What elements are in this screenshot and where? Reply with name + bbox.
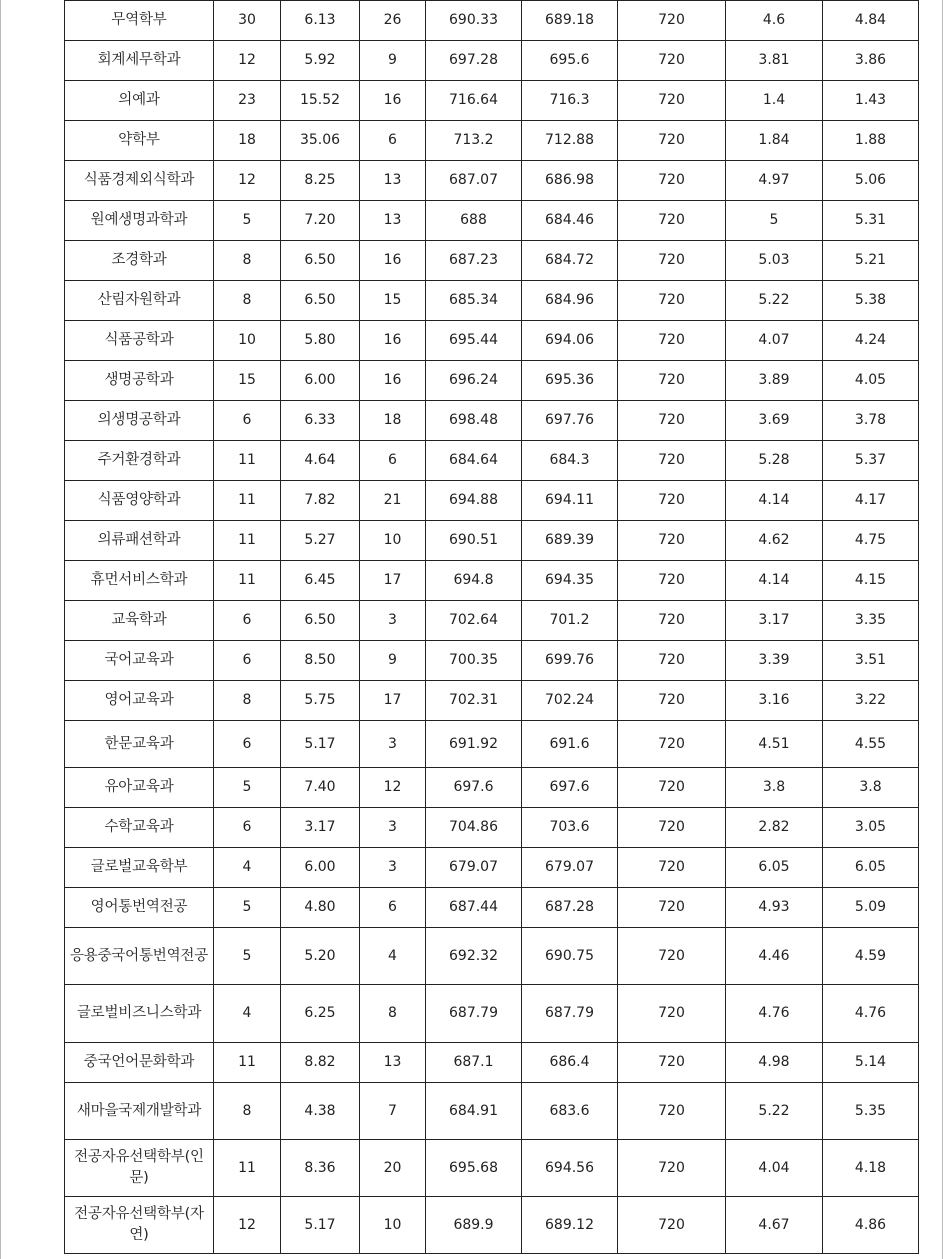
table-body — [65, 1, 919, 1254]
top-score-cell: 697.28 — [426, 41, 522, 81]
quota-cell: 15 — [214, 361, 281, 401]
quota-cell: 11 — [214, 481, 281, 521]
competition-ratio-cell: 3.17 — [281, 808, 360, 848]
avg-score-cell: 684.96 — [522, 281, 618, 321]
table-row — [65, 768, 919, 808]
grade-avg-cell: 4.59 — [823, 928, 919, 985]
grade-top-cell: 5 — [726, 201, 823, 241]
major-name-cell: 국어교육과 — [65, 641, 214, 681]
top-score-cell: 691.92 — [426, 721, 522, 768]
quota-cell: 6 — [214, 808, 281, 848]
major-name-cell: 중국언어문화학과 — [65, 1043, 214, 1083]
major-name-cell: 휴먼서비스학과 — [65, 561, 214, 601]
max-score-cell: 720 — [618, 281, 726, 321]
grade-top-cell: 3.89 — [726, 361, 823, 401]
grade-avg-cell: 3.05 — [823, 808, 919, 848]
additional-pass-cell: 13 — [360, 1043, 426, 1083]
grade-top-cell: 5.22 — [726, 1083, 823, 1140]
table-row — [65, 41, 919, 81]
additional-pass-cell: 13 — [360, 201, 426, 241]
major-name-cell: 원예생명과학과 — [65, 201, 214, 241]
table-row — [65, 81, 919, 121]
avg-score-cell: 684.3 — [522, 441, 618, 481]
additional-pass-cell: 3 — [360, 808, 426, 848]
additional-pass-cell: 21 — [360, 481, 426, 521]
avg-score-cell: 686.4 — [522, 1043, 618, 1083]
grade-top-cell: 4.14 — [726, 561, 823, 601]
top-score-cell: 684.91 — [426, 1083, 522, 1140]
top-score-cell: 679.07 — [426, 848, 522, 888]
quota-cell: 6 — [214, 641, 281, 681]
quota-cell: 11 — [214, 561, 281, 601]
grade-avg-cell: 4.17 — [823, 481, 919, 521]
major-name-cell: 전공자유선택학부(인문) — [65, 1140, 214, 1197]
quota-cell: 10 — [214, 321, 281, 361]
grade-top-cell: 4.98 — [726, 1043, 823, 1083]
additional-pass-cell: 12 — [360, 768, 426, 808]
table-row — [65, 361, 919, 401]
additional-pass-cell: 6 — [360, 441, 426, 481]
avg-score-cell: 702.24 — [522, 681, 618, 721]
grade-avg-cell: 4.84 — [823, 1, 919, 41]
avg-score-cell: 694.11 — [522, 481, 618, 521]
major-name-cell: 회계세무학과 — [65, 41, 214, 81]
competition-ratio-cell: 4.38 — [281, 1083, 360, 1140]
additional-pass-cell: 9 — [360, 41, 426, 81]
quota-cell: 4 — [214, 985, 281, 1043]
avg-score-cell: 697.76 — [522, 401, 618, 441]
grade-avg-cell: 4.76 — [823, 985, 919, 1043]
top-score-cell: 684.64 — [426, 441, 522, 481]
grade-avg-cell: 5.14 — [823, 1043, 919, 1083]
grade-top-cell: 5.22 — [726, 281, 823, 321]
table-row — [65, 401, 919, 441]
additional-pass-cell: 17 — [360, 681, 426, 721]
competition-ratio-cell: 5.20 — [281, 928, 360, 985]
major-name-cell: 영어교육과 — [65, 681, 214, 721]
max-score-cell: 720 — [618, 928, 726, 985]
top-score-cell: 687.79 — [426, 985, 522, 1043]
max-score-cell: 720 — [618, 41, 726, 81]
top-score-cell: 700.35 — [426, 641, 522, 681]
competition-ratio-cell: 7.82 — [281, 481, 360, 521]
table-row — [65, 641, 919, 681]
competition-ratio-cell: 7.20 — [281, 201, 360, 241]
table-row — [65, 985, 919, 1043]
max-score-cell: 720 — [618, 1, 726, 41]
top-score-cell: 690.51 — [426, 521, 522, 561]
major-name-cell: 글로벌교육학부 — [65, 848, 214, 888]
top-score-cell: 696.24 — [426, 361, 522, 401]
table-row — [65, 441, 919, 481]
additional-pass-cell: 16 — [360, 361, 426, 401]
quota-cell: 12 — [214, 161, 281, 201]
max-score-cell: 720 — [618, 161, 726, 201]
quota-cell: 23 — [214, 81, 281, 121]
top-score-cell: 702.31 — [426, 681, 522, 721]
grade-top-cell: 4.07 — [726, 321, 823, 361]
avg-score-cell: 683.6 — [522, 1083, 618, 1140]
max-score-cell: 720 — [618, 681, 726, 721]
avg-score-cell: 684.46 — [522, 201, 618, 241]
max-score-cell: 720 — [618, 121, 726, 161]
additional-pass-cell: 8 — [360, 985, 426, 1043]
quota-cell: 12 — [214, 1197, 281, 1254]
competition-ratio-cell: 6.00 — [281, 361, 360, 401]
max-score-cell: 720 — [618, 1140, 726, 1197]
grade-avg-cell: 5.21 — [823, 241, 919, 281]
grade-avg-cell: 3.22 — [823, 681, 919, 721]
major-name-cell: 전공자유선택학부(자연) — [65, 1197, 214, 1254]
grade-avg-cell: 4.24 — [823, 321, 919, 361]
quota-cell: 5 — [214, 201, 281, 241]
grade-top-cell: 6.05 — [726, 848, 823, 888]
quota-cell: 12 — [214, 41, 281, 81]
max-score-cell: 720 — [618, 721, 726, 768]
table-row — [65, 201, 919, 241]
grade-top-cell: 3.39 — [726, 641, 823, 681]
competition-ratio-cell: 6.50 — [281, 241, 360, 281]
quota-cell: 8 — [214, 241, 281, 281]
max-score-cell: 720 — [618, 808, 726, 848]
major-name-cell: 생명공학과 — [65, 361, 214, 401]
competition-ratio-cell: 6.50 — [281, 281, 360, 321]
top-score-cell: 698.48 — [426, 401, 522, 441]
avg-score-cell: 679.07 — [522, 848, 618, 888]
competition-ratio-cell: 8.82 — [281, 1043, 360, 1083]
additional-pass-cell: 10 — [360, 1197, 426, 1254]
top-score-cell: 685.34 — [426, 281, 522, 321]
avg-score-cell: 687.79 — [522, 985, 618, 1043]
avg-score-cell: 697.6 — [522, 768, 618, 808]
table-row — [65, 681, 919, 721]
competition-ratio-cell: 7.40 — [281, 768, 360, 808]
avg-score-cell: 687.28 — [522, 888, 618, 928]
grade-avg-cell: 4.05 — [823, 361, 919, 401]
top-score-cell: 695.68 — [426, 1140, 522, 1197]
major-name-cell: 글로벌비즈니스학과 — [65, 985, 214, 1043]
major-name-cell: 새마을국제개발학과 — [65, 1083, 214, 1140]
grade-top-cell: 4.51 — [726, 721, 823, 768]
max-score-cell: 720 — [618, 641, 726, 681]
competition-ratio-cell: 5.75 — [281, 681, 360, 721]
additional-pass-cell: 15 — [360, 281, 426, 321]
grade-top-cell: 5.03 — [726, 241, 823, 281]
quota-cell: 5 — [214, 888, 281, 928]
grade-avg-cell: 3.51 — [823, 641, 919, 681]
max-score-cell: 720 — [618, 768, 726, 808]
major-name-cell: 의예과 — [65, 81, 214, 121]
max-score-cell: 720 — [618, 888, 726, 928]
major-name-cell: 조경학과 — [65, 241, 214, 281]
max-score-cell: 720 — [618, 401, 726, 441]
major-name-cell: 주거환경학과 — [65, 441, 214, 481]
quota-cell: 5 — [214, 768, 281, 808]
avg-score-cell: 689.12 — [522, 1197, 618, 1254]
top-score-cell: 687.1 — [426, 1043, 522, 1083]
avg-score-cell: 684.72 — [522, 241, 618, 281]
competition-ratio-cell: 5.17 — [281, 1197, 360, 1254]
competition-ratio-cell: 6.25 — [281, 985, 360, 1043]
additional-pass-cell: 18 — [360, 401, 426, 441]
avg-score-cell: 694.06 — [522, 321, 618, 361]
grade-avg-cell: 5.09 — [823, 888, 919, 928]
grade-avg-cell: 1.43 — [823, 81, 919, 121]
competition-ratio-cell: 8.50 — [281, 641, 360, 681]
major-name-cell: 약학부 — [65, 121, 214, 161]
top-score-cell: 716.64 — [426, 81, 522, 121]
top-score-cell: 713.2 — [426, 121, 522, 161]
top-score-cell: 704.86 — [426, 808, 522, 848]
grade-top-cell: 3.16 — [726, 681, 823, 721]
top-score-cell: 692.32 — [426, 928, 522, 985]
avg-score-cell: 689.18 — [522, 1, 618, 41]
max-score-cell: 720 — [618, 985, 726, 1043]
page-left-border — [0, 0, 1, 1259]
table-row — [65, 321, 919, 361]
table-row — [65, 1140, 919, 1197]
competition-ratio-cell: 5.27 — [281, 521, 360, 561]
grade-avg-cell: 6.05 — [823, 848, 919, 888]
quota-cell: 30 — [214, 1, 281, 41]
table-row — [65, 601, 919, 641]
grade-avg-cell: 3.86 — [823, 41, 919, 81]
max-score-cell: 720 — [618, 201, 726, 241]
major-name-cell: 식품공학과 — [65, 321, 214, 361]
avg-score-cell: 686.98 — [522, 161, 618, 201]
additional-pass-cell: 16 — [360, 321, 426, 361]
max-score-cell: 720 — [618, 441, 726, 481]
quota-cell: 6 — [214, 401, 281, 441]
max-score-cell: 720 — [618, 241, 726, 281]
avg-score-cell: 694.35 — [522, 561, 618, 601]
top-score-cell: 695.44 — [426, 321, 522, 361]
table-row — [65, 1043, 919, 1083]
grade-top-cell: 3.81 — [726, 41, 823, 81]
top-score-cell: 697.6 — [426, 768, 522, 808]
max-score-cell: 720 — [618, 561, 726, 601]
major-name-cell: 교육학과 — [65, 601, 214, 641]
competition-ratio-cell: 6.00 — [281, 848, 360, 888]
quota-cell: 6 — [214, 601, 281, 641]
max-score-cell: 720 — [618, 601, 726, 641]
top-score-cell: 687.23 — [426, 241, 522, 281]
grade-top-cell: 4.76 — [726, 985, 823, 1043]
major-name-cell: 의생명공학과 — [65, 401, 214, 441]
max-score-cell: 720 — [618, 521, 726, 561]
grade-avg-cell: 3.35 — [823, 601, 919, 641]
additional-pass-cell: 3 — [360, 601, 426, 641]
major-name-cell: 유아교육과 — [65, 768, 214, 808]
additional-pass-cell: 3 — [360, 848, 426, 888]
additional-pass-cell: 4 — [360, 928, 426, 985]
table-row — [65, 561, 919, 601]
grade-avg-cell: 5.38 — [823, 281, 919, 321]
quota-cell: 4 — [214, 848, 281, 888]
additional-pass-cell: 10 — [360, 521, 426, 561]
grade-top-cell: 4.62 — [726, 521, 823, 561]
grade-top-cell: 3.8 — [726, 768, 823, 808]
top-score-cell: 687.44 — [426, 888, 522, 928]
grade-top-cell: 4.14 — [726, 481, 823, 521]
max-score-cell: 720 — [618, 321, 726, 361]
avg-score-cell: 691.6 — [522, 721, 618, 768]
major-name-cell: 응용중국어통번역전공 — [65, 928, 214, 985]
competition-ratio-cell: 35.06 — [281, 121, 360, 161]
competition-ratio-cell: 6.33 — [281, 401, 360, 441]
competition-ratio-cell: 5.17 — [281, 721, 360, 768]
grade-top-cell: 3.69 — [726, 401, 823, 441]
quota-cell: 18 — [214, 121, 281, 161]
table-row — [65, 281, 919, 321]
table-row — [65, 848, 919, 888]
additional-pass-cell: 3 — [360, 721, 426, 768]
competition-ratio-cell: 4.64 — [281, 441, 360, 481]
avg-score-cell: 703.6 — [522, 808, 618, 848]
avg-score-cell: 701.2 — [522, 601, 618, 641]
grade-avg-cell: 4.75 — [823, 521, 919, 561]
major-name-cell: 영어통번역전공 — [65, 888, 214, 928]
table-row — [65, 241, 919, 281]
grade-avg-cell: 5.35 — [823, 1083, 919, 1140]
avg-score-cell: 695.36 — [522, 361, 618, 401]
competition-ratio-cell: 6.45 — [281, 561, 360, 601]
additional-pass-cell: 20 — [360, 1140, 426, 1197]
table-row — [65, 721, 919, 768]
competition-ratio-cell: 5.92 — [281, 41, 360, 81]
grade-avg-cell: 4.18 — [823, 1140, 919, 1197]
additional-pass-cell: 26 — [360, 1, 426, 41]
table-row — [65, 1197, 919, 1254]
additional-pass-cell: 6 — [360, 121, 426, 161]
avg-score-cell: 712.88 — [522, 121, 618, 161]
table-row — [65, 521, 919, 561]
top-score-cell: 688 — [426, 201, 522, 241]
top-score-cell: 702.64 — [426, 601, 522, 641]
table-row — [65, 481, 919, 521]
quota-cell: 11 — [214, 1140, 281, 1197]
grade-avg-cell: 4.86 — [823, 1197, 919, 1254]
quota-cell: 11 — [214, 521, 281, 561]
major-name-cell: 식품영양학과 — [65, 481, 214, 521]
avg-score-cell: 694.56 — [522, 1140, 618, 1197]
table-row — [65, 121, 919, 161]
top-score-cell: 690.33 — [426, 1, 522, 41]
additional-pass-cell: 17 — [360, 561, 426, 601]
top-score-cell: 694.88 — [426, 481, 522, 521]
major-name-cell: 의류패션학과 — [65, 521, 214, 561]
grade-avg-cell: 3.8 — [823, 768, 919, 808]
grade-avg-cell: 5.31 — [823, 201, 919, 241]
max-score-cell: 720 — [618, 848, 726, 888]
quota-cell: 5 — [214, 928, 281, 985]
additional-pass-cell: 16 — [360, 81, 426, 121]
quota-cell: 8 — [214, 281, 281, 321]
grade-top-cell: 4.6 — [726, 1, 823, 41]
quota-cell: 8 — [214, 1083, 281, 1140]
competition-ratio-cell: 15.52 — [281, 81, 360, 121]
competition-ratio-cell: 4.80 — [281, 888, 360, 928]
grade-avg-cell: 3.78 — [823, 401, 919, 441]
additional-pass-cell: 9 — [360, 641, 426, 681]
max-score-cell: 720 — [618, 81, 726, 121]
additional-pass-cell: 13 — [360, 161, 426, 201]
grade-top-cell: 2.82 — [726, 808, 823, 848]
avg-score-cell: 699.76 — [522, 641, 618, 681]
avg-score-cell: 690.75 — [522, 928, 618, 985]
grade-top-cell: 4.93 — [726, 888, 823, 928]
major-name-cell: 수학교육과 — [65, 808, 214, 848]
additional-pass-cell: 7 — [360, 1083, 426, 1140]
grade-top-cell: 5.28 — [726, 441, 823, 481]
grade-avg-cell: 1.88 — [823, 121, 919, 161]
table-row — [65, 1083, 919, 1140]
grade-avg-cell: 5.06 — [823, 161, 919, 201]
grade-top-cell: 4.46 — [726, 928, 823, 985]
admissions-results-table — [64, 0, 919, 1254]
table-row — [65, 888, 919, 928]
table-row — [65, 161, 919, 201]
competition-ratio-cell: 6.13 — [281, 1, 360, 41]
major-name-cell: 식품경제외식학과 — [65, 161, 214, 201]
max-score-cell: 720 — [618, 361, 726, 401]
competition-ratio-cell: 8.25 — [281, 161, 360, 201]
table-row — [65, 928, 919, 985]
quota-cell: 8 — [214, 681, 281, 721]
grade-top-cell: 1.84 — [726, 121, 823, 161]
avg-score-cell: 716.3 — [522, 81, 618, 121]
top-score-cell: 694.8 — [426, 561, 522, 601]
grade-avg-cell: 4.15 — [823, 561, 919, 601]
grade-top-cell: 4.67 — [726, 1197, 823, 1254]
quota-cell: 11 — [214, 1043, 281, 1083]
grade-top-cell: 1.4 — [726, 81, 823, 121]
top-score-cell: 689.9 — [426, 1197, 522, 1254]
quota-cell: 11 — [214, 441, 281, 481]
quota-cell: 6 — [214, 721, 281, 768]
grade-top-cell: 4.04 — [726, 1140, 823, 1197]
grade-top-cell: 3.17 — [726, 601, 823, 641]
table-row — [65, 1, 919, 41]
table-row — [65, 808, 919, 848]
grade-avg-cell: 4.55 — [823, 721, 919, 768]
competition-ratio-cell: 5.80 — [281, 321, 360, 361]
max-score-cell: 720 — [618, 1083, 726, 1140]
max-score-cell: 720 — [618, 1197, 726, 1254]
avg-score-cell: 689.39 — [522, 521, 618, 561]
competition-ratio-cell: 8.36 — [281, 1140, 360, 1197]
additional-pass-cell: 6 — [360, 888, 426, 928]
additional-pass-cell: 16 — [360, 241, 426, 281]
grade-avg-cell: 5.37 — [823, 441, 919, 481]
max-score-cell: 720 — [618, 1043, 726, 1083]
major-name-cell: 산림자원학과 — [65, 281, 214, 321]
major-name-cell: 무역학부 — [65, 1, 214, 41]
max-score-cell: 720 — [618, 481, 726, 521]
competition-ratio-cell: 6.50 — [281, 601, 360, 641]
grade-top-cell: 4.97 — [726, 161, 823, 201]
avg-score-cell: 695.6 — [522, 41, 618, 81]
top-score-cell: 687.07 — [426, 161, 522, 201]
major-name-cell: 한문교육과 — [65, 721, 214, 768]
